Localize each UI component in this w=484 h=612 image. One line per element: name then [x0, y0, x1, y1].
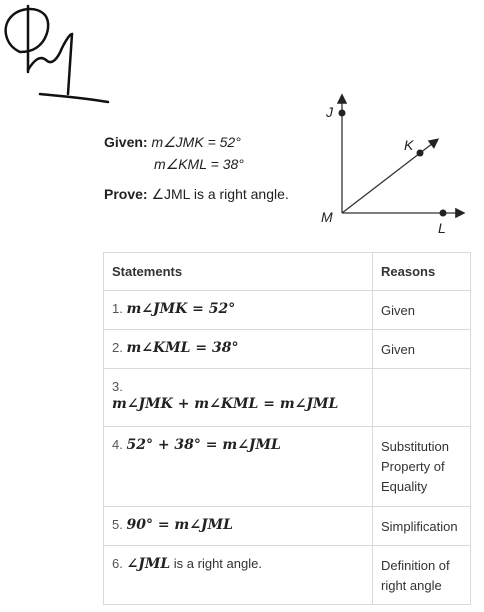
- label-k: K: [404, 137, 414, 153]
- table-row: [104, 427, 471, 507]
- given-row-2: [104, 153, 289, 175]
- prove-label: Prove:: [104, 186, 148, 202]
- statement-math: 90° = m∠JML: [126, 517, 233, 533]
- prove-row: [104, 183, 289, 205]
- statement-math: m∠JMK = 52°: [126, 301, 236, 317]
- given-row: [104, 131, 289, 153]
- step-number: 6.: [112, 556, 123, 571]
- header-reasons: Reasons: [373, 253, 471, 291]
- point-k: [417, 150, 424, 157]
- statement-suffix: is a right angle.: [170, 556, 262, 571]
- reason-cell: Definition of right angle: [373, 546, 471, 605]
- step-number: 3.: [112, 379, 123, 394]
- table-row: [104, 546, 471, 605]
- given-line-2: m∠KML = 38°: [154, 156, 244, 172]
- statement-cell: [104, 546, 373, 605]
- proof-table: [103, 252, 471, 605]
- label-m: M: [321, 209, 333, 225]
- point-l: [440, 210, 447, 217]
- label-l: L: [438, 220, 446, 236]
- step-number: 5.: [112, 517, 123, 532]
- table-row: [104, 369, 471, 427]
- reason-cell: Given: [373, 330, 471, 369]
- reason-cell: [373, 369, 471, 427]
- step-number: 2.: [112, 340, 123, 355]
- label-j: J: [326, 104, 333, 120]
- given-line-1: m∠JMK = 52°: [151, 134, 241, 150]
- given-label: Given:: [104, 134, 148, 150]
- angle-figure: [315, 92, 475, 237]
- step-number: 4.: [112, 437, 123, 452]
- statement-cell: [104, 427, 373, 507]
- point-j: [339, 110, 346, 117]
- statement-math: 52° + 38° = m∠JML: [126, 437, 281, 453]
- statement-cell: [104, 507, 373, 546]
- reason-cell: Simplification: [373, 507, 471, 546]
- header-statements: Statements: [104, 253, 373, 291]
- statement-cell: [104, 291, 373, 330]
- table-row: [104, 330, 471, 369]
- statement-math: ∠JML: [126, 556, 171, 572]
- reason-cell: Substitution Property of Equality: [373, 427, 471, 507]
- table-row: [104, 507, 471, 546]
- prove-text: ∠JML is a right angle.: [151, 186, 289, 202]
- table-row: [104, 291, 471, 330]
- handwritten-scribble: [0, 0, 120, 110]
- statement-math: m∠KML = 38°: [126, 340, 239, 356]
- statement-cell: [104, 369, 373, 427]
- statement-math: m∠JMK + m∠KML = m∠JML: [112, 396, 339, 412]
- table-header-row: [104, 253, 471, 291]
- reason-cell: Given: [373, 291, 471, 330]
- statement-cell: [104, 330, 373, 369]
- step-number: 1.: [112, 301, 123, 316]
- given-prove-block: [104, 131, 289, 205]
